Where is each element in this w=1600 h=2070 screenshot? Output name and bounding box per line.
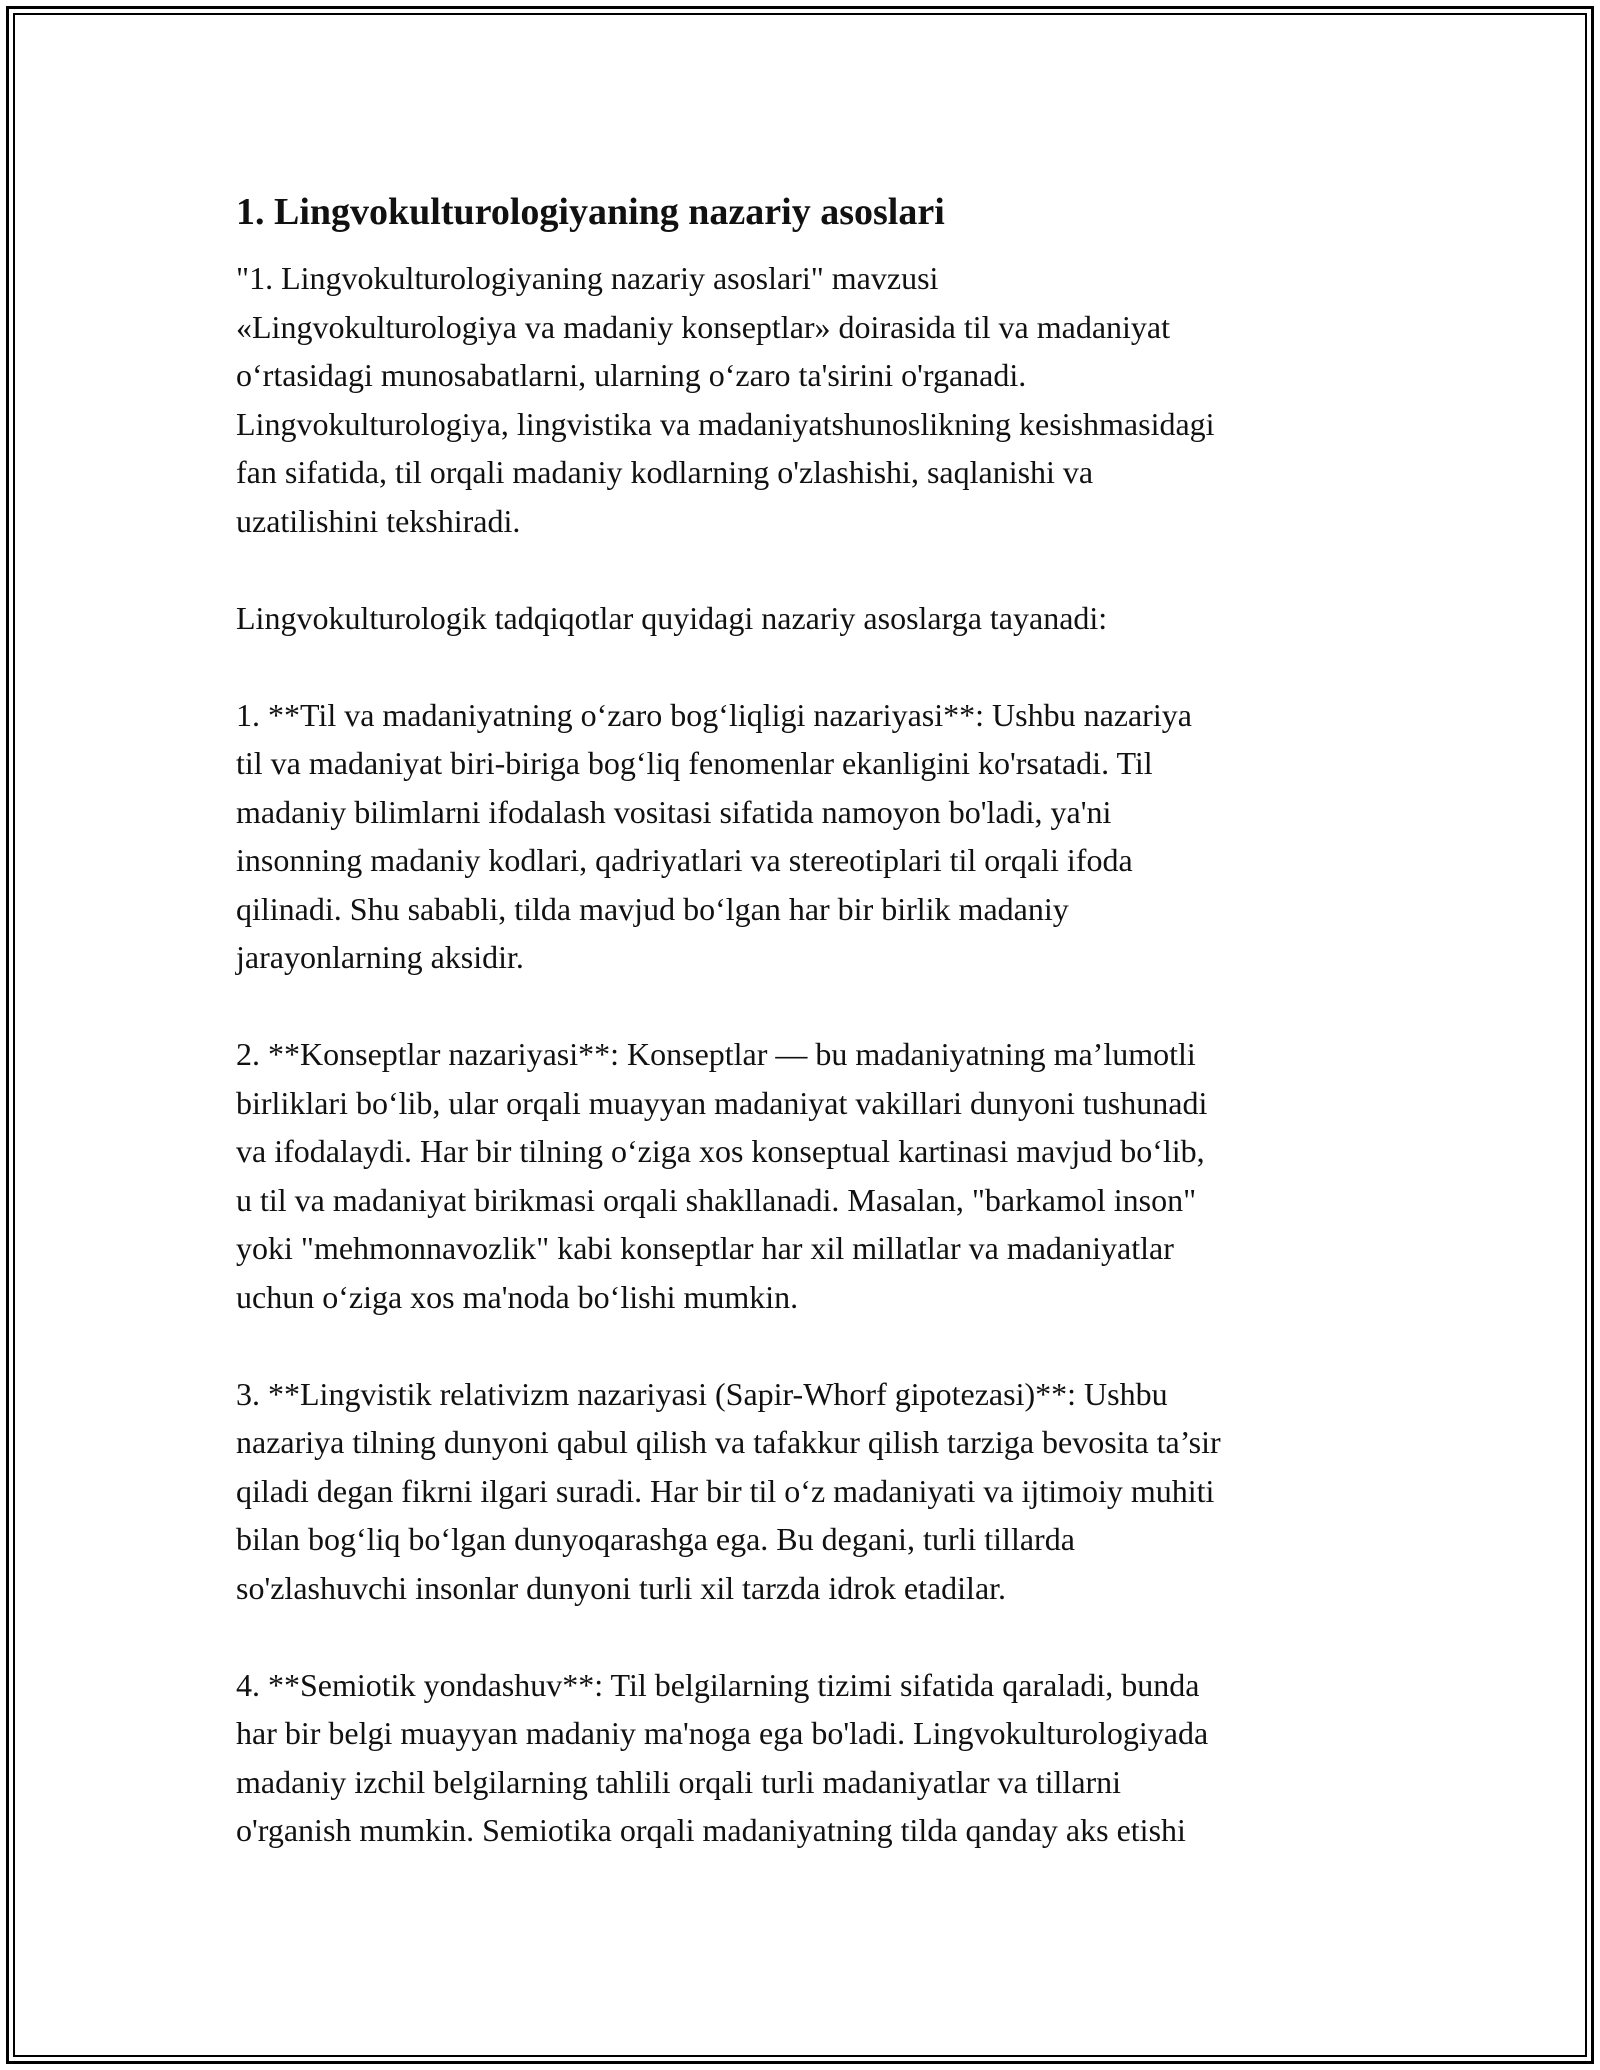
document-title: 1. Lingvokulturologiyaning nazariy asoslari — [236, 191, 945, 233]
lead-in-paragraph: Lingvokulturologik tadqiqotlar quyidagi nazariy asoslarga tayanadi: — [236, 599, 1108, 636]
theory-item-3: 3. **Lingvistik relativizm nazariyasi (Sapir-Whorf gipotezasi)**: Ushbu nazariya tilning dunyoni qabul qilish va tafakkur qilish tarziga bevosita ta’sir qiladi degan fikrni ilgari suradi. Har bir til o‘z madaniyati va ijtimoiy muhiti bilan bog‘liq bo‘lgan dunyoqarashga ega. Bu degani, turli tillarda so'zlashuvchi insonlar dunyoni turli xil tarzda idrok etadilar. — [236, 1375, 1221, 1606]
theory-item-1: 1. **Til va madaniyatning o‘zaro bog‘liqligi nazariyasi**: Ushbu nazariya til va madaniyat biri-biriga bog‘liq fenomenlar ekanligini ko'rsatadi. Til madaniy bilimlarni ifodalash vositasi sifatida namoyon bo'ladi, ya'ni insonning madaniy kodlari, qadriyatlari va stereotiplari til orqali ifoda qilinadi. Shu sababli, tilda mavjud bo‘lgan har bir birlik madaniy jarayonlarning aksidir. — [236, 696, 1192, 975]
theory-item-2: 2. **Konseptlar nazariyasi**: Konseptlar — bu madaniyatning ma’lumotli birliklari bo‘lib, ular orqali muayyan madaniyat vakillari dunyoni tushunadi va ifodalaydi. Har bir tilning o‘ziga xos konseptual kartinasi mavjud bo‘lib, u til va madaniyat birikmasi orqali shakllanadi. Masalan, "barkamol inson" yoki "mehmonnavozlik" kabi konseptlar har xil millatlar va madaniyatlar uchun o‘ziga xos ma'noda bo‘lishi mumkin. — [236, 1036, 1208, 1315]
intro-paragraph: "1. Lingvokulturologiyaning nazariy asoslari" mavzusi «Lingvokulturologiya va madaniy konseptlar» doirasida til va madaniyat o‘rtasidagi munosabatlarni, ularning o‘zaro ta'sirini o'rganadi. Lingvokulturologiya, lingvistika va madaniyatshunoslikning kesishmasidagi fan sifatida, til orqali madaniy kodlarning o'zlashishi, saqlanishi va uzatilishini tekshiradi. — [236, 260, 1215, 539]
document-body — [236, 186, 1376, 1903]
theory-item-4: 4. **Semiotik yondashuv**: Til belgilarning tizimi sifatida qaraladi, bunda har bir belgi muayyan madaniy ma'noga ega bo'ladi. Lingvokulturologiyada madaniy izchil belgilarning tahlili orqali turli madaniyatlar va tillarni o'rganish mumkin. Semiotika orqali madaniyatning tilda qanday aks etishi — [236, 1666, 1209, 1848]
